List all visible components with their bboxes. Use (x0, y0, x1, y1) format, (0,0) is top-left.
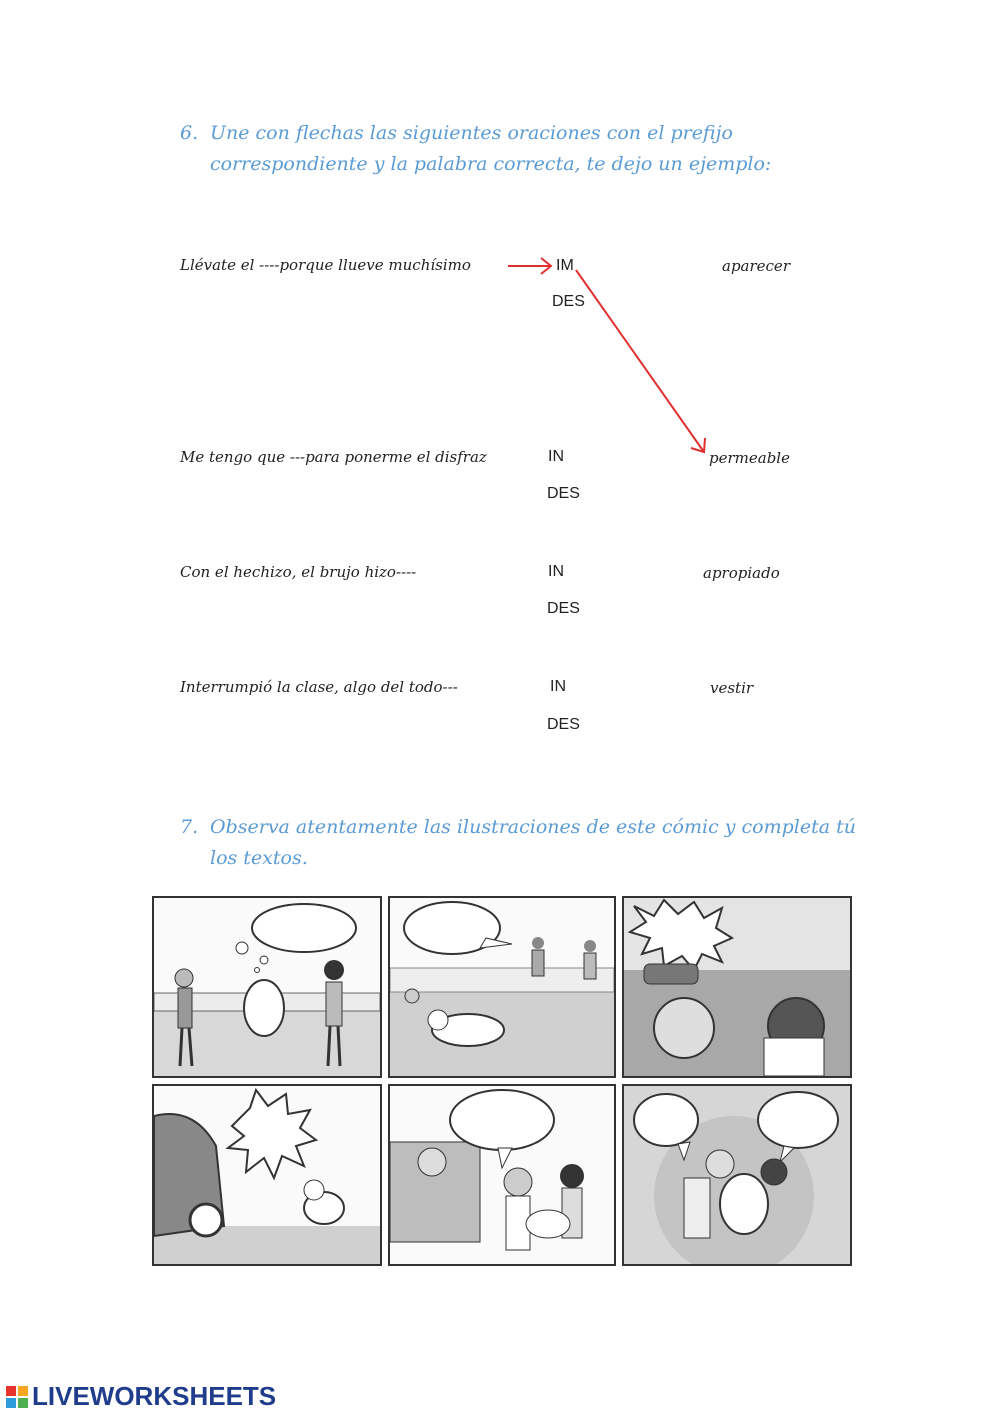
brand-text: LIVEWORKSHEETS (32, 1381, 277, 1411)
arrowhead-1 (541, 258, 551, 274)
prefix-4b[interactable]: DES (547, 716, 580, 733)
panel-2-illustration (390, 898, 614, 1076)
panel-6-illustration (624, 1086, 850, 1264)
arrow-prefix-to-word (576, 270, 704, 452)
exercise-6-heading (180, 118, 880, 180)
heading-line-2: los textos. (210, 847, 308, 869)
panel-1-illustration (154, 898, 380, 1076)
prefix-2b[interactable]: DES (547, 485, 580, 502)
prefix-4a[interactable]: IN (550, 678, 566, 695)
heading-line-2: correspondiente y la palabra correcta, te dejo un ejemplo: (210, 153, 772, 175)
word-1[interactable]: aparecer (722, 257, 790, 275)
sentence-3: Con el hechizo, el brujo hizo---- (180, 563, 417, 581)
heading-line-1: Une con flechas las siguientes oraciones con el prefijo (210, 122, 733, 144)
speech-bubble[interactable] (450, 1090, 554, 1150)
prefix-3a[interactable]: IN (548, 563, 564, 580)
sentence-2: Me tengo que ---para ponerme el disfraz (180, 448, 487, 466)
speech-bubble-right[interactable] (758, 1092, 838, 1148)
prefix-2a[interactable]: IN (548, 448, 564, 465)
liveworksheets-logo (6, 1381, 276, 1412)
word-4[interactable]: vestir (710, 679, 754, 697)
word-2[interactable]: permeable (709, 449, 790, 467)
panel-3-illustration (624, 898, 850, 1076)
speech-bubble-left[interactable] (634, 1094, 698, 1146)
comic-panel-4 (152, 1084, 382, 1266)
comic-panel-6 (622, 1084, 852, 1266)
comic-panel-3 (622, 896, 852, 1078)
word-3[interactable]: apropiado (703, 564, 780, 582)
comic-panel-1 (152, 896, 382, 1078)
sentence-1: Llévate el ----porque llueve muchísimo (180, 256, 471, 274)
prefix-3b[interactable]: DES (547, 600, 580, 617)
exercise-7-heading (180, 812, 880, 874)
prefix-1b[interactable]: DES (552, 293, 585, 310)
panel-4-illustration (154, 1086, 380, 1264)
panel-5-illustration (390, 1086, 614, 1264)
thought-bubble[interactable] (252, 904, 356, 952)
arrowhead-2 (691, 438, 705, 452)
comic-panel-2 (388, 896, 616, 1078)
comic-strip (152, 896, 852, 1264)
comic-panel-5 (388, 1084, 616, 1266)
sentence-4: Interrumpió la clase, algo del todo--- (180, 678, 458, 696)
crash-bubble[interactable] (228, 1090, 316, 1178)
prefix-1a[interactable]: IM (556, 257, 574, 274)
brand-icon (6, 1386, 28, 1408)
heading-line-1: Observa atentamente las ilustraciones de este cómic y completa tú (210, 816, 856, 838)
exercise-number: 6. (180, 122, 199, 144)
exercise-number: 7. (180, 816, 199, 838)
